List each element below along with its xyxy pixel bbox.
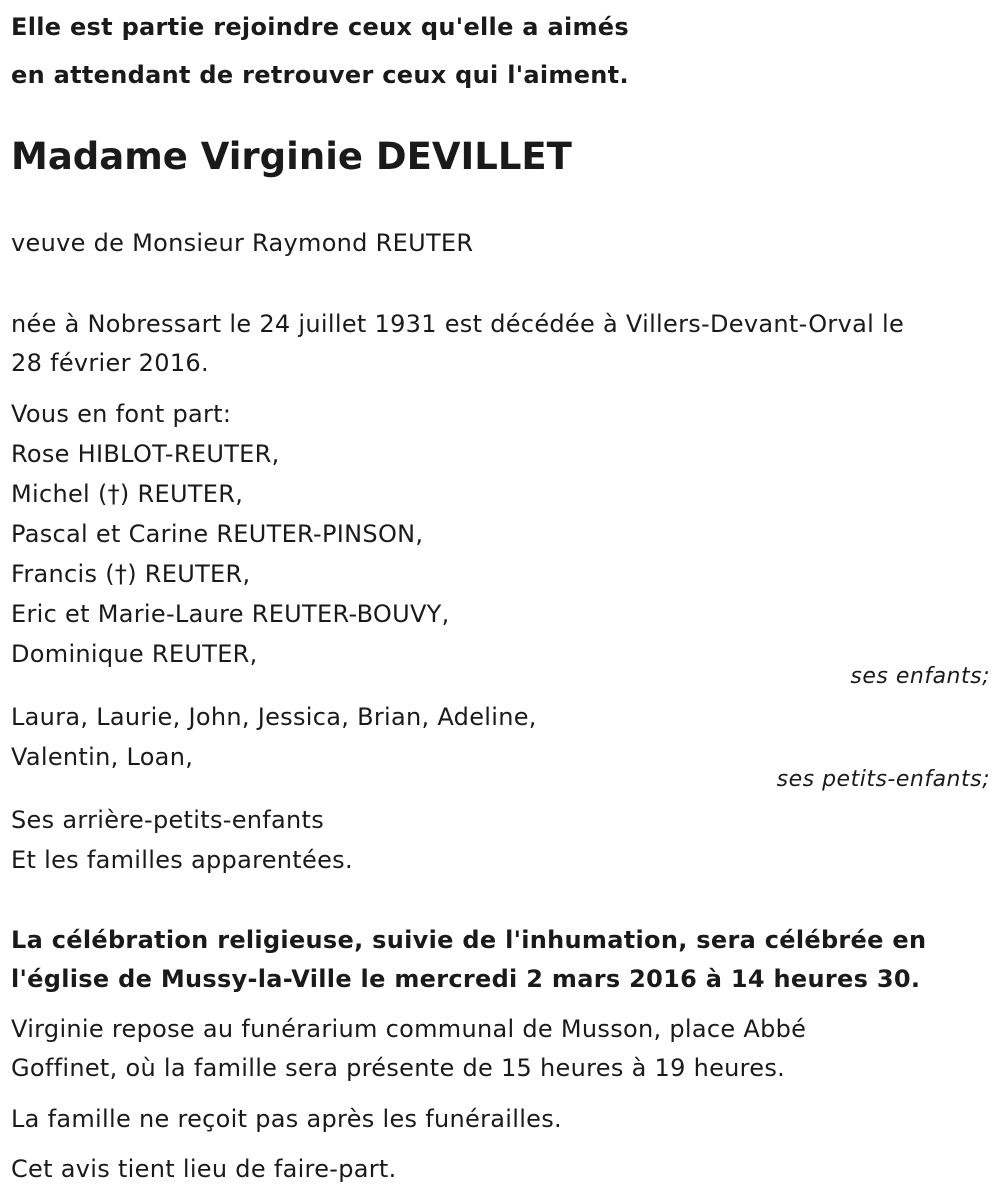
spouse-line: veuve de Monsieur Raymond REUTER [11,229,474,257]
grandchildren-line: Valentin, Loan, [11,743,194,771]
notice-line: Cet avis tient lieu de faire-part. [11,1155,397,1183]
repose-line-1: Virginie repose au funérarium communal de Musson, place Abbé [11,1015,807,1043]
epitaph-line-2: en attendant de retrouver ceux qui l'aiment. [11,61,629,89]
announcement-intro: Vous en font part: [11,400,232,428]
birth-death-line-1: née à Nobressart le 24 juillet 1931 est décédée à Villers-Devant-Orval le [11,310,905,338]
ceremony-line-1: La célébration religieuse, suivie de l'inhumation, sera célébrée en [11,926,927,954]
ceremony-line-2: l'église de Mussy-la-Ville le mercredi 2 mars 2016 à 14 heures 30. [11,965,921,993]
great-grandchildren-line: Ses arrière-petits-enfants [11,806,325,834]
families-line: Et les familles apparentées. [11,846,353,874]
child-name: Francis (†) REUTER, [11,560,251,588]
birth-death-line-2: 28 février 2016. [11,349,209,377]
repose-line-2: Goffinet, où la famille sera présente de 15 heures à 19 heures. [11,1054,786,1082]
no-reception-line: La famille ne reçoit pas après les funérailles. [11,1105,562,1133]
children-label: ses enfants; [850,664,990,689]
grandchildren-label: ses petits-enfants; [776,767,990,792]
child-name: Dominique REUTER, [11,640,258,668]
child-name: Rose HIBLOT-REUTER, [11,440,280,468]
child-name: Pascal et Carine REUTER-PINSON, [11,520,424,548]
grandchildren-line: Laura, Laurie, John, Jessica, Brian, Adeline, [11,703,537,731]
deceased-name: Madame Virginie DEVILLET [11,135,572,178]
epitaph-line-1: Elle est partie rejoindre ceux qu'elle a aimés [11,13,629,41]
child-name: Eric et Marie-Laure REUTER-BOUVY, [11,600,450,628]
child-name: Michel (†) REUTER, [11,480,244,508]
